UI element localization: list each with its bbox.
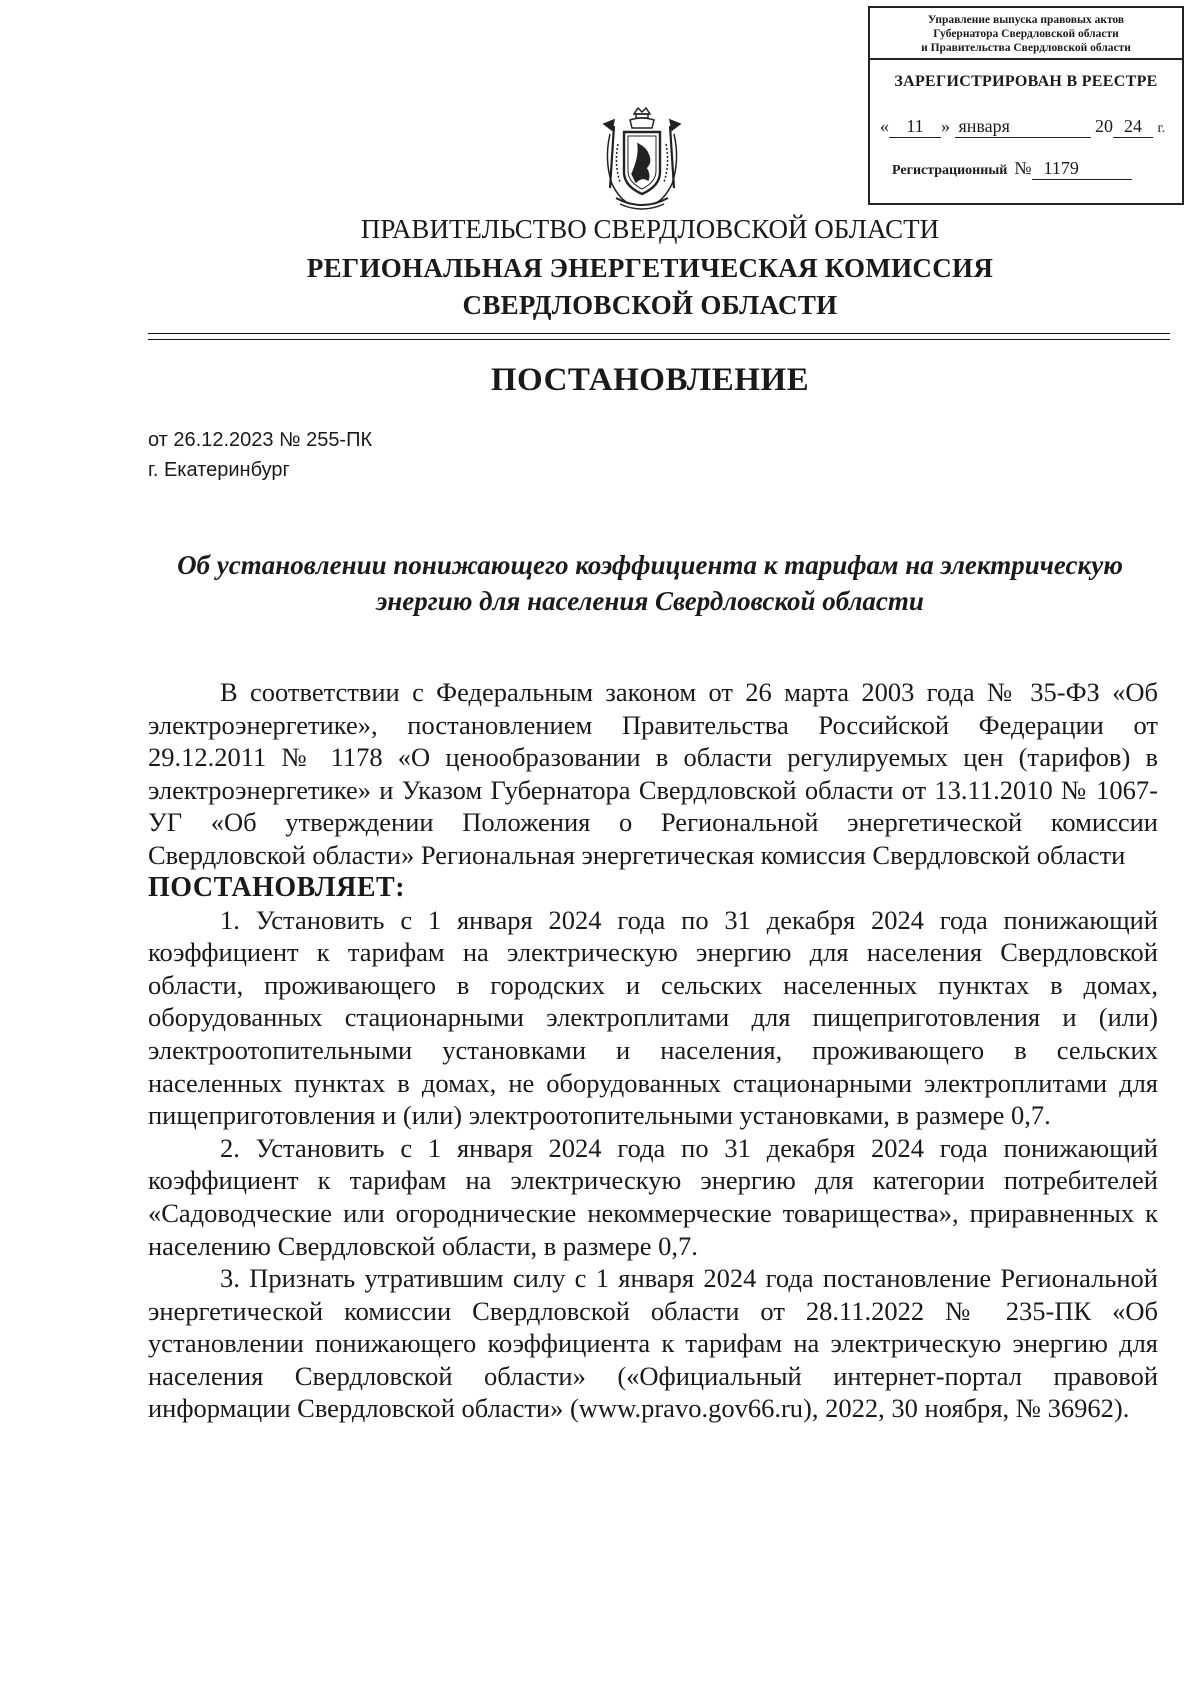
- commission-name-line1: РЕГИОНАЛЬНАЯ ЭНЕРГЕТИЧЕСКАЯ КОМИССИЯ: [306, 253, 994, 283]
- coat-of-arms-emblem: [590, 104, 694, 214]
- stamp-header-line3: и Правительства Свердловской области: [921, 42, 1131, 54]
- document-date-number: от 26.12.2023 № 255-ПК: [148, 429, 373, 451]
- government-name: ПРАВИТЕЛЬСТВО СВЕРДЛОВСКОЙ ОБЛАСТИ: [360, 214, 940, 244]
- document-title-line2: энергию для населения Свердловской области: [376, 586, 924, 616]
- stamp-year-prefix: 20: [1095, 116, 1113, 136]
- commission-name-line2: СВЕРДЛОВСКОЙ ОБЛАСТИ: [462, 290, 838, 320]
- clause-2: 2. Установить с 1 января 2024 года по 31 декабря 2024 года понижающий коэффициент к тарифам на электрическую энергию для категории потребителей «Садоводческие или огороднические некоммерческие товарищества», приравненных к населению Свердловской области, в размере 0,7.: [148, 1132, 1158, 1261]
- stamp-date: « 11 » января 20 24 г.: [880, 116, 1166, 136]
- header-divider: [148, 333, 1170, 334]
- stamp-month: января: [955, 116, 1091, 138]
- stamp-year-suffix: 24: [1113, 116, 1153, 138]
- document-title-line1: Об установлении понижающего коэффициента к тарифам на электрическую: [177, 550, 1123, 580]
- document-title: [100, 547, 1200, 619]
- stamp-year-unit: г.: [1157, 121, 1166, 136]
- stamp-header-line1: Управление выпуска правовых актов: [927, 14, 1125, 26]
- stamp-reg-label: Регистрационный: [892, 163, 1008, 178]
- stamp-header-line2: Губернатора Свердловской области: [933, 28, 1119, 40]
- clause-3: 3. Признать утратившим силу с 1 января 2024 года постановление Региональной энергетической комиссии Свердловской области от 28.11.2022 № 235-ПК «Об установлении понижающего коэффициента к тарифам на электрическую энергию для населения Свердловской области» («Официальный интернет-портал правовой информации Свердловской области» (www.pravo.gov66.ru), 2022, 30 ноября, № 36962).: [148, 1263, 1158, 1424]
- decree-heading: ПОСТАНОВЛЯЕТ:: [148, 871, 406, 903]
- preamble-paragraph: В соответствии с Федеральным законом от 26 марта 2003 года № 35-ФЗ «Об электроэнергетике», постановлением Правительства Российской Федерации от 29.12.2011 № 1178 «О ценообразовании в области регулируемых цен (тарифов) в электроэнергетике» и Указом Губернатора Свердловской области от 13.11.2010 № 1067-УГ «Об утверждении Положения о Региональной энергетической комиссии Свердловской области» Региональная энергетическая комиссия Свердловской области: [148, 677, 1158, 870]
- registration-stamp: [868, 6, 1184, 205]
- stamp-day: 11: [889, 116, 941, 138]
- clause-1: 1. Установить с 1 января 2024 года по 31 декабря 2024 года понижающий коэффициент к тарифам на электрическую энергию для населения Свердловской области, проживающего в городских и сельских населенных пунктах в домах, оборудованных стационарными электроплитами для пищеприготовления и (или) электроотопительными установками и населения, проживающего в сельских населенных пунктах в домах, не оборудованных стационарными электроплитами для пищеприготовления и (или) электроотопительными установками, в размере 0,7.: [148, 904, 1158, 1131]
- document-type-title: ПОСТАНОВЛЕНИЕ: [490, 362, 810, 398]
- stamp-reg-sign: №: [1014, 158, 1032, 178]
- stamp-registered-label: ЗАРЕГИСТРИРОВАН В РЕЕСТРЕ: [894, 73, 1158, 90]
- stamp-reg-number: [892, 158, 1132, 180]
- stamp-header: [870, 8, 1182, 60]
- header-divider-second: [148, 339, 1170, 340]
- stamp-reg-value: 1179: [1032, 158, 1132, 180]
- document-body: [148, 676, 1158, 1425]
- document-city: г. Екатеринбург: [148, 459, 290, 481]
